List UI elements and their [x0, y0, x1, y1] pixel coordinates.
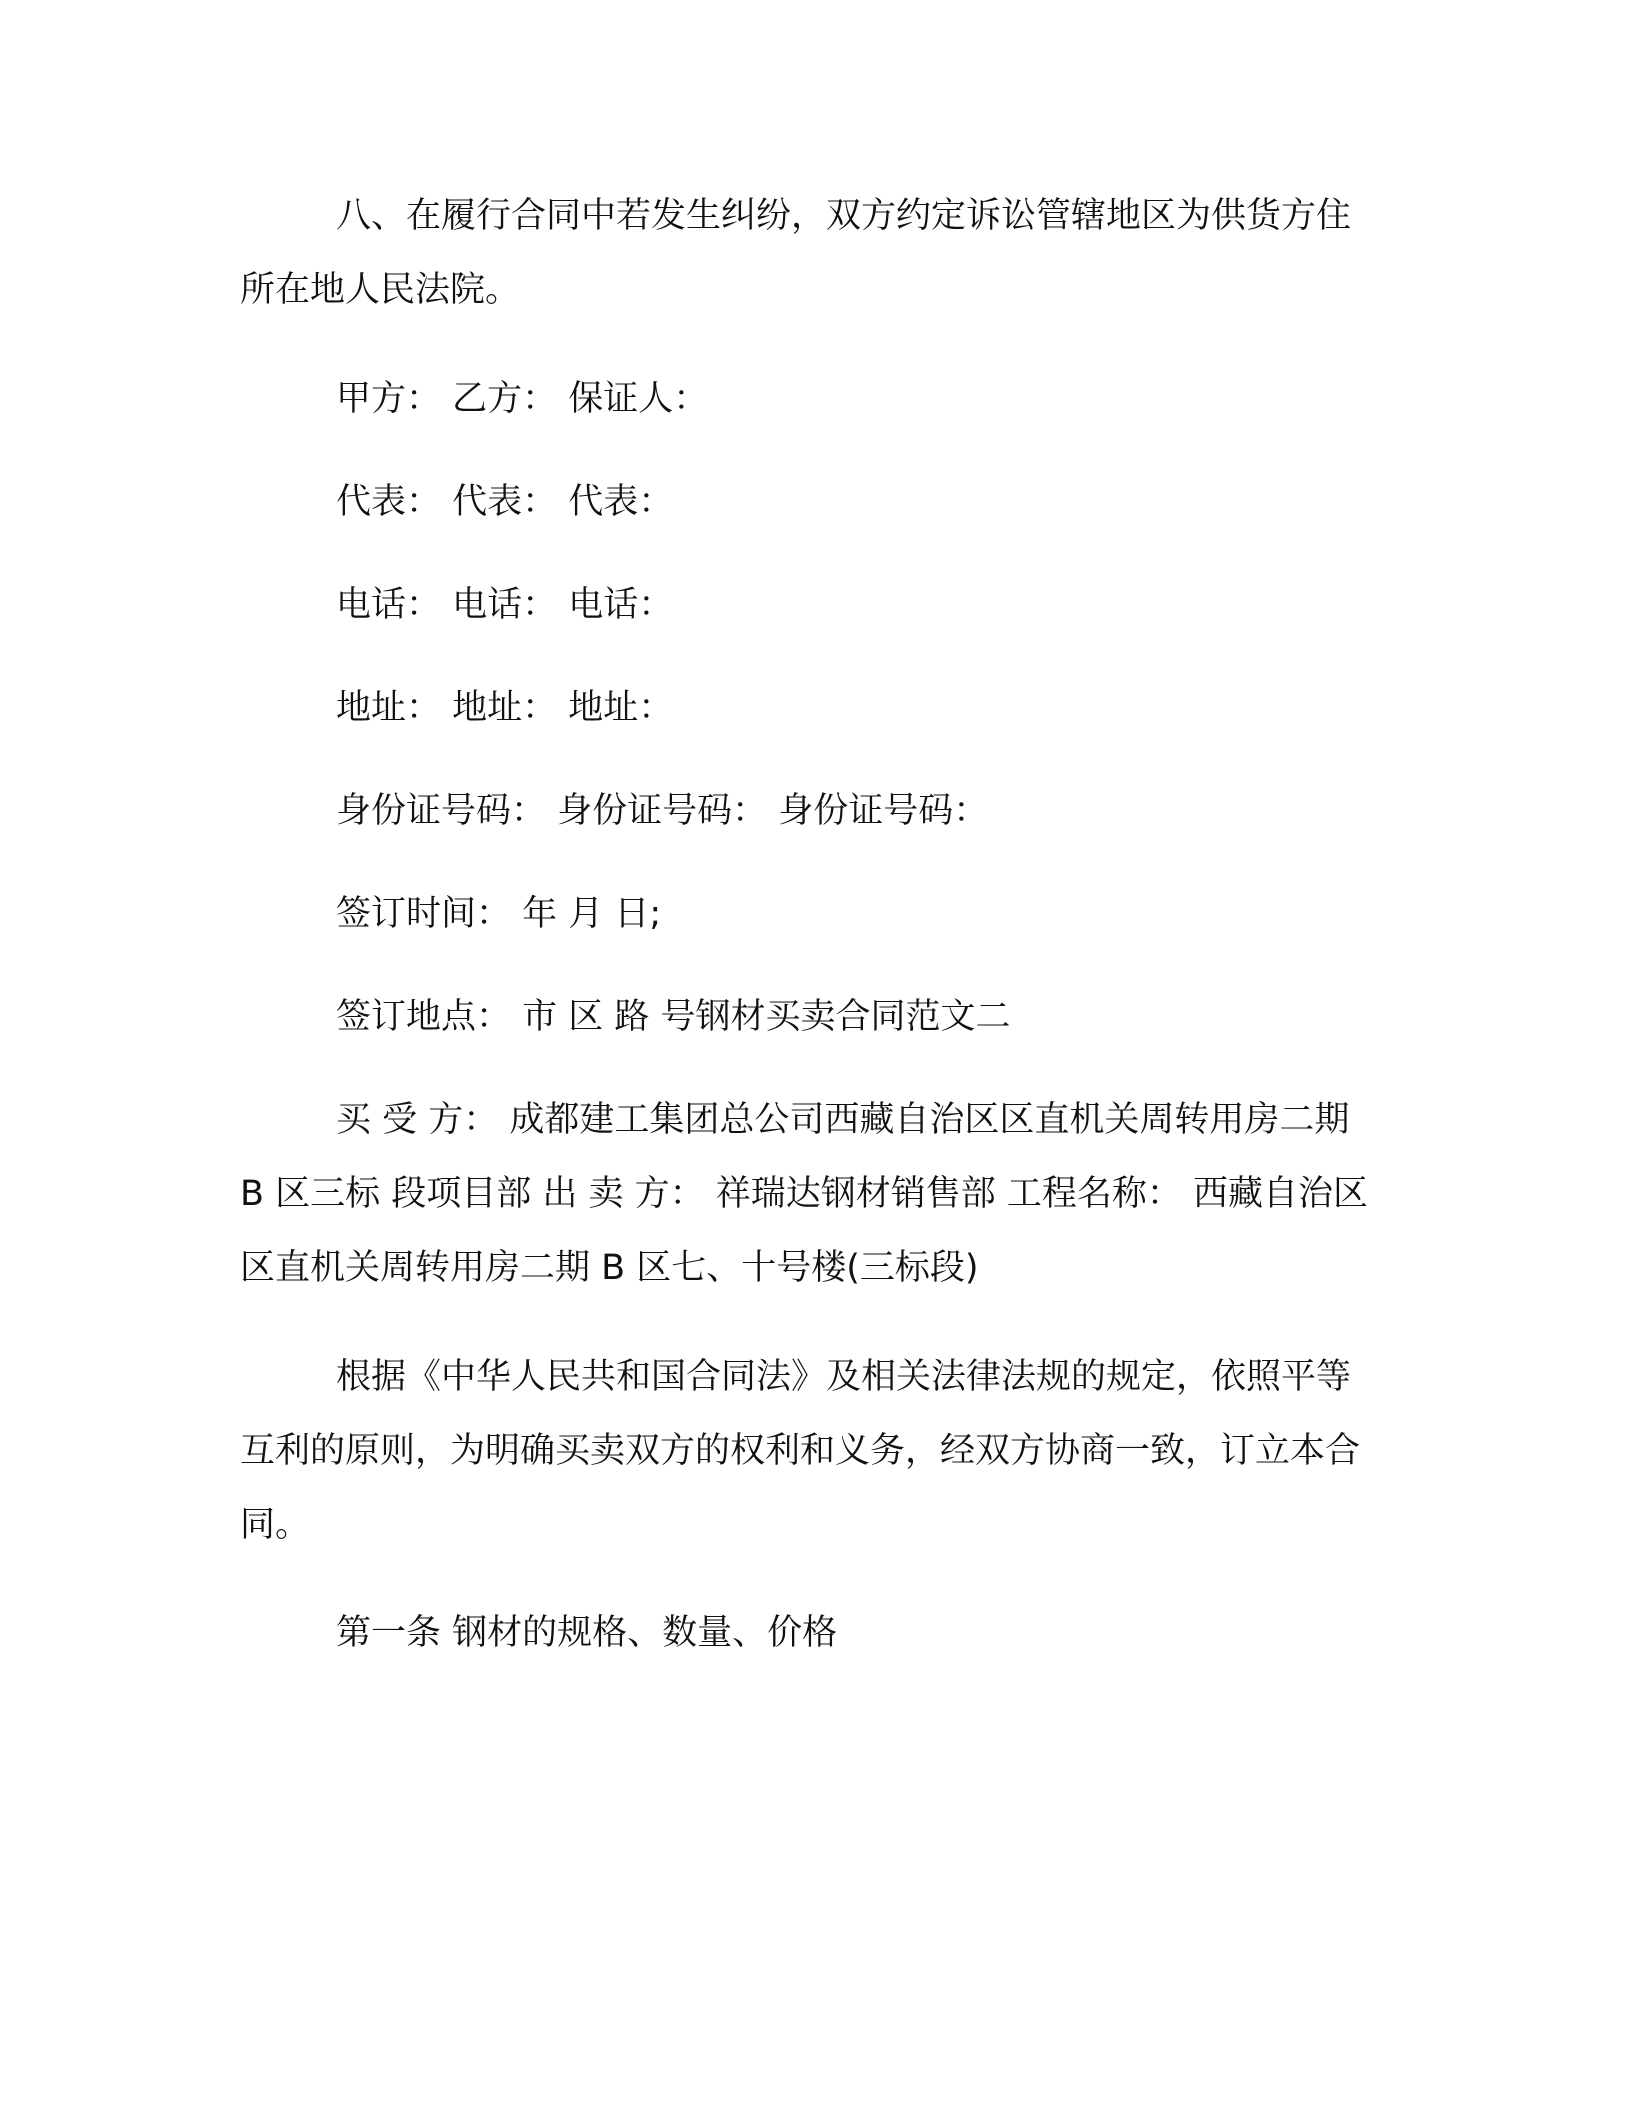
paragraph-signing-place: 签订地点： 市 区 路 号钢材买卖合同范文二 [336, 997, 1011, 1037]
paragraph-addresses: 地址： 地址： 地址： [336, 688, 674, 728]
paragraph-representatives: 代表： 代表： 代表： [336, 482, 674, 522]
paragraph-article-one-heading: 第一条 钢材的规格、数量、价格 [336, 1613, 838, 1653]
paragraph-contract-basis: 根据《中华人民共和国合同法》及相关法律法规的规定，依照平等互利的原则，为明确买卖双方的权利和义务，经双方协商一致，订立本合同。 [240, 1357, 1361, 1545]
paragraph-dispute-clause: 八、在履行合同中若发生纠纷，双方约定诉讼管辖地区为供货方住所在地人民法院。 [240, 196, 1352, 310]
paragraph-parties: 甲方： 乙方： 保证人： [336, 379, 709, 419]
paragraph-id-numbers: 身份证号码： 身份证号码： 身份证号码： [336, 791, 989, 831]
paragraph-buyer-seller: 买 受 方： 成都建工集团总公司西藏自治区区直机关周转用房二期 B 区三标 段项目部 出 卖 方： 祥瑞达钢材销售部 工程名称： 西藏自治区区直机关周转用房二期 B 区七、十号楼(三标段) [240, 1100, 1369, 1288]
paragraph-phones: 电话： 电话： 电话： [336, 585, 674, 625]
paragraph-signing-date: 签订时间： 年 月 日; [336, 894, 662, 934]
